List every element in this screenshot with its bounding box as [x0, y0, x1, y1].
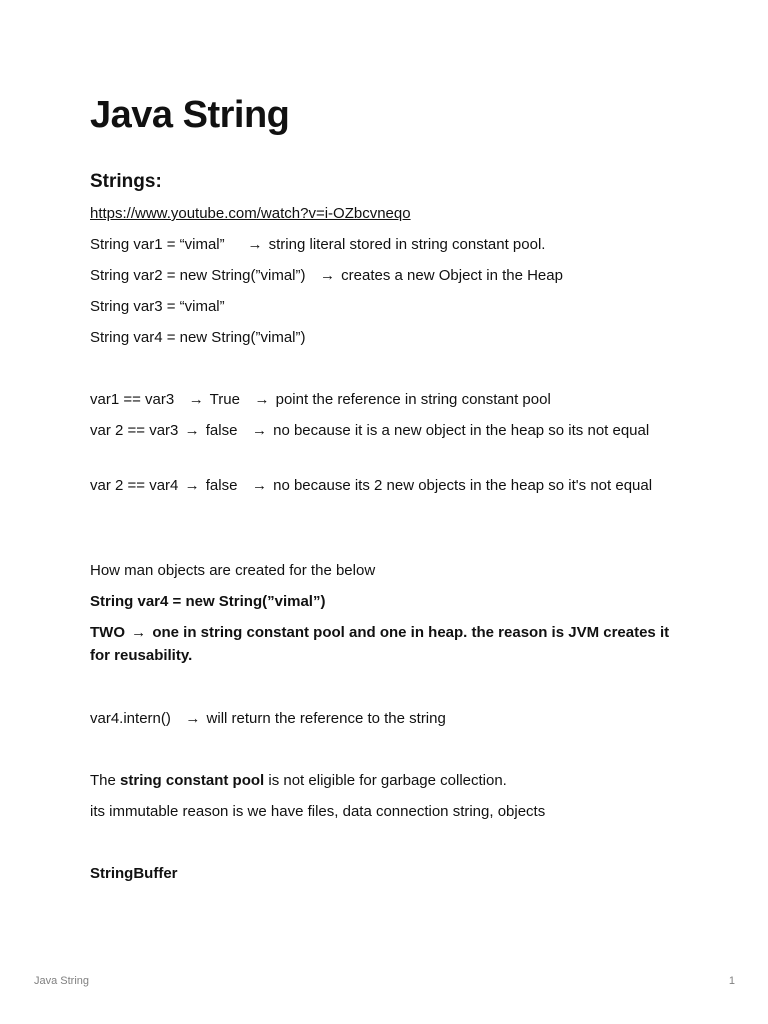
gc-bold: string constant pool: [120, 772, 265, 789]
immutable-line: its immutable reason is we have files, data connection string, objects: [90, 803, 546, 820]
comparison-2: [90, 419, 690, 442]
intern-code: var4.intern(): [90, 710, 171, 727]
right-arrow-icon: →: [184, 477, 200, 494]
var3-line: String var3 = “vimal”: [90, 298, 225, 315]
comparison-2-result: false: [205, 422, 238, 439]
intern-line: [90, 707, 690, 730]
answer-text: one in string constant pool and one in heap. the reason is JVM creates it for reusability.: [90, 624, 670, 664]
right-arrow-icon: →: [254, 391, 270, 408]
footer-page-number: 1: [728, 975, 735, 987]
comparison-3-result: false: [205, 477, 238, 494]
comparison-3-expr: var 2 == var4: [90, 477, 179, 494]
var1-note: string literal stored in string constant pool.: [268, 236, 546, 253]
var2-code: String var2 = new String(”vimal”): [90, 267, 306, 284]
answer-line: [90, 621, 690, 667]
comparison-2-note: no because it is a new object in the heap so its not equal: [273, 422, 650, 439]
right-arrow-icon: →: [251, 422, 267, 439]
intern-note: will return the reference to the string: [206, 710, 446, 727]
strings-heading: Strings:: [90, 171, 162, 192]
comparison-1-result: True: [209, 391, 240, 408]
var1-line: [90, 233, 690, 256]
stringbuffer-heading: StringBuffer: [90, 865, 178, 882]
youtube-link[interactable]: https://www.youtube.com/watch?v=i-OZbcvneqo: [90, 205, 411, 222]
var4-line: String var4 = new String(”vimal”): [90, 329, 306, 346]
youtube-link-line: [90, 202, 690, 225]
gc-line: [90, 769, 690, 792]
comparison-1-expr: var1 == var3: [90, 391, 175, 408]
right-arrow-icon: →: [185, 710, 201, 727]
right-arrow-icon: →: [188, 391, 204, 408]
var2-line: [90, 264, 690, 287]
right-arrow-icon: →: [251, 477, 267, 494]
comparison-2-expr: var 2 == var3: [90, 422, 179, 439]
comparison-1-note: point the reference in string constant pool: [275, 391, 551, 408]
var1-code: String var1 = “vimal”: [90, 236, 225, 253]
question-line: How man objects are created for the below: [90, 562, 376, 579]
comparison-3: [90, 474, 690, 497]
gc-pre: The: [90, 772, 116, 789]
answer-lead: TWO: [90, 624, 125, 641]
gc-post: is not eligible for garbage collection.: [268, 772, 507, 789]
right-arrow-icon: →: [131, 624, 147, 641]
question-code-line: String var4 = new String(”vimal”): [90, 593, 326, 610]
right-arrow-icon: →: [184, 422, 200, 439]
page-title: Java String: [90, 94, 290, 136]
right-arrow-icon: →: [247, 236, 263, 253]
var2-note: creates a new Object in the Heap: [341, 267, 563, 284]
right-arrow-icon: →: [320, 267, 335, 284]
comparison-1: [90, 388, 690, 411]
footer-doc-title: Java String: [34, 975, 90, 987]
comparison-3-note: no because its 2 new objects in the heap so it's not equal: [273, 477, 653, 494]
